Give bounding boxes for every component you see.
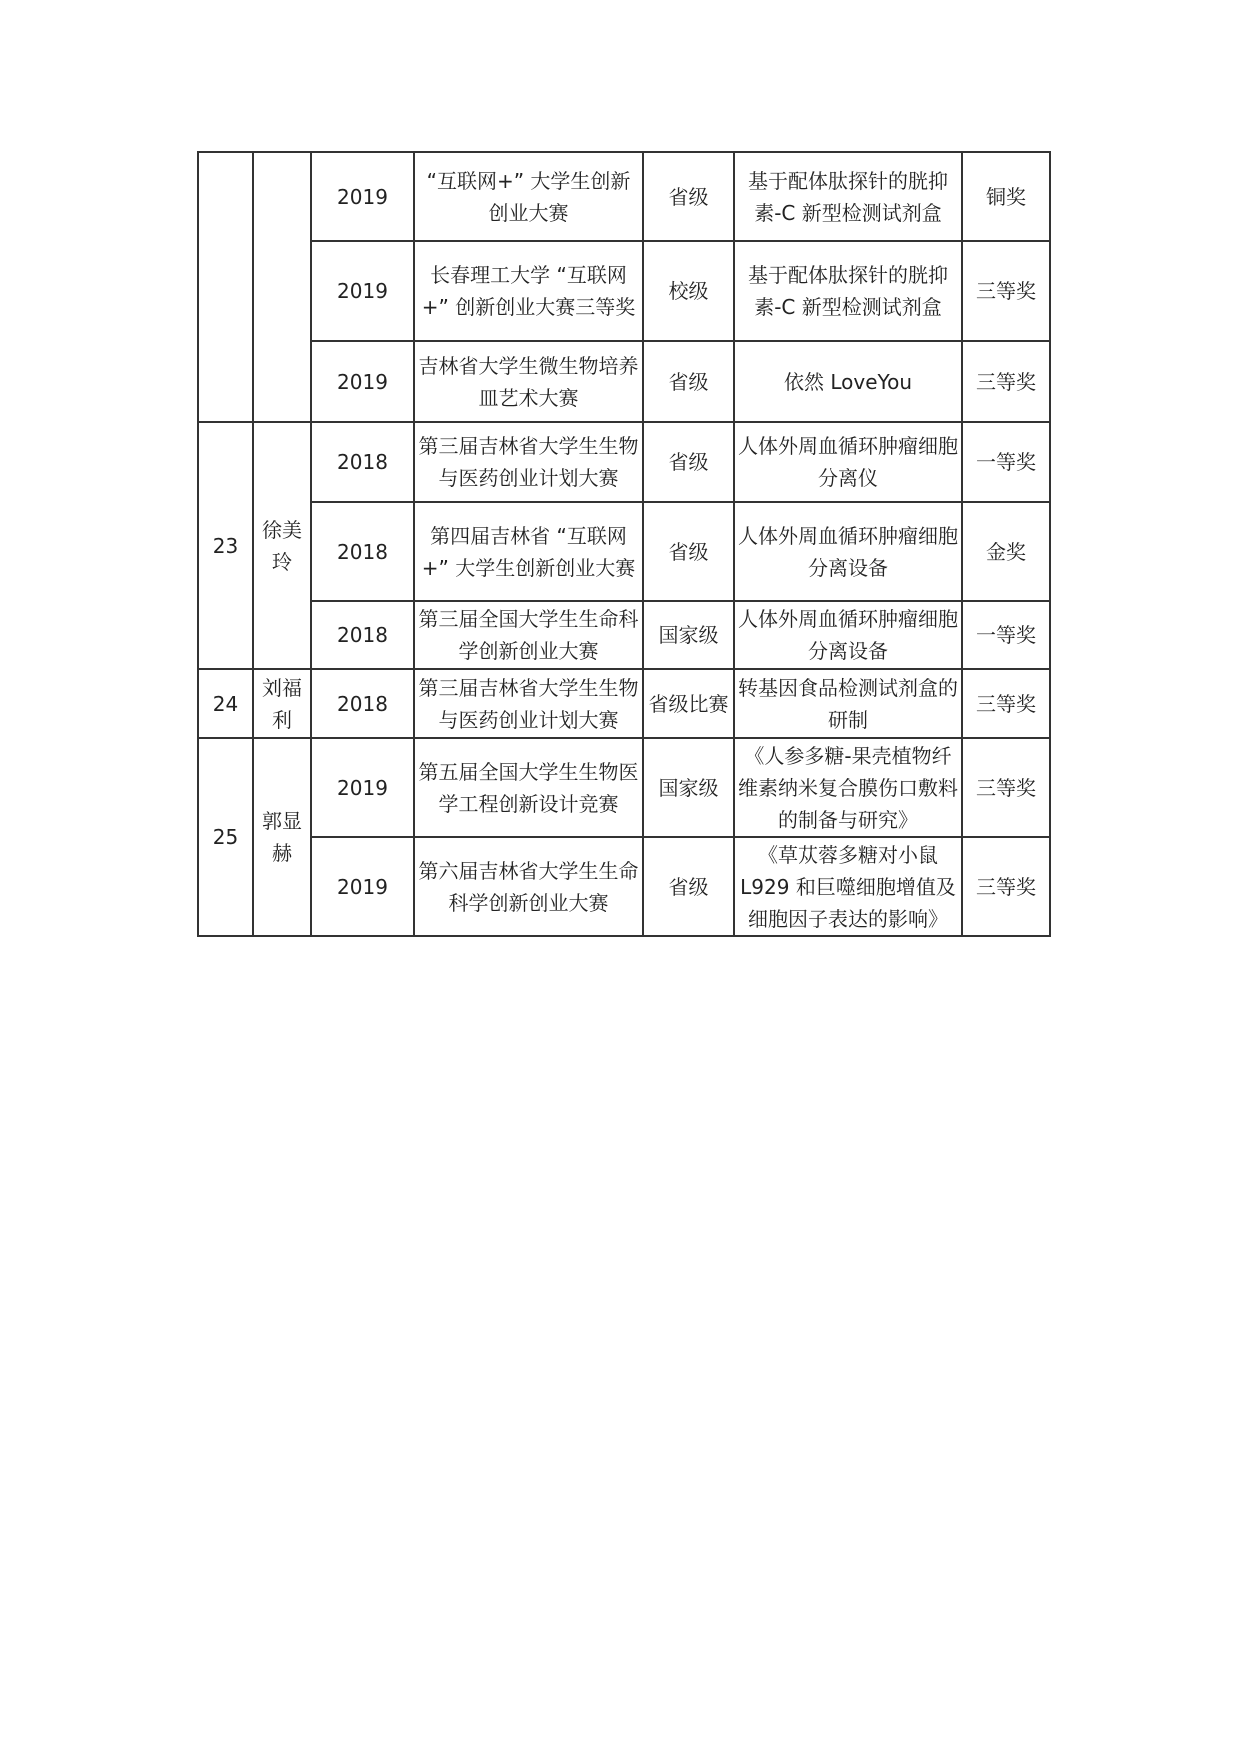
table-row <box>198 738 1050 837</box>
year-cell: 2019 <box>311 837 414 936</box>
year-cell: 2018 <box>311 669 414 738</box>
year-cell: 2019 <box>311 738 414 837</box>
project-cell: 基于配体肽探针的胱抑素-C 新型检测试剂盒 <box>734 241 962 341</box>
award-cell: 三等奖 <box>962 241 1050 341</box>
name-cell: 郭显赫 <box>253 738 311 936</box>
table-row <box>198 502 1050 601</box>
no-cell: 25 <box>198 738 253 936</box>
year-cell: 2019 <box>311 241 414 341</box>
level-cell: 省级比赛 <box>643 669 734 738</box>
award-cell: 金奖 <box>962 502 1050 601</box>
competition-cell: 第六届吉林省大学生生命科学创新创业大赛 <box>414 837 643 936</box>
awards-table <box>197 151 1051 937</box>
award-cell: 三等奖 <box>962 341 1050 422</box>
year-cell: 2019 <box>311 152 414 241</box>
table-row <box>198 341 1050 422</box>
year-cell: 2018 <box>311 502 414 601</box>
table-row <box>198 422 1050 502</box>
competition-cell: 第三届吉林省大学生生物与医药创业计划大赛 <box>414 422 643 502</box>
level-cell: 国家级 <box>643 738 734 837</box>
award-cell: 铜奖 <box>962 152 1050 241</box>
award-cell: 三等奖 <box>962 738 1050 837</box>
level-cell: 校级 <box>643 241 734 341</box>
award-cell: 一等奖 <box>962 601 1050 669</box>
level-cell: 省级 <box>643 341 734 422</box>
table-row <box>198 837 1050 936</box>
competition-cell: “互联网+” 大学生创新创业大赛 <box>414 152 643 241</box>
table-row <box>198 241 1050 341</box>
level-cell: 省级 <box>643 837 734 936</box>
no-cell <box>198 152 253 422</box>
competition-cell: 第五届全国大学生生物医学工程创新设计竞赛 <box>414 738 643 837</box>
project-cell: 人体外周血循环肿瘤细胞分离仪 <box>734 422 962 502</box>
competition-cell: 第三届全国大学生生命科学创新创业大赛 <box>414 601 643 669</box>
level-cell: 省级 <box>643 502 734 601</box>
no-cell: 23 <box>198 422 253 669</box>
project-cell: 人体外周血循环肿瘤细胞分离设备 <box>734 601 962 669</box>
competition-cell: 第四届吉林省 “互联网+” 大学生创新创业大赛 <box>414 502 643 601</box>
name-cell: 徐美玲 <box>253 422 311 669</box>
project-cell: 基于配体肽探针的胱抑素-C 新型检测试剂盒 <box>734 152 962 241</box>
level-cell: 省级 <box>643 422 734 502</box>
level-cell: 省级 <box>643 152 734 241</box>
table-row <box>198 669 1050 738</box>
table-row <box>198 152 1050 241</box>
level-cell: 国家级 <box>643 601 734 669</box>
no-cell: 24 <box>198 669 253 738</box>
name-cell: 刘福利 <box>253 669 311 738</box>
project-cell: 《草苁蓉多糖对小鼠 L929 和巨噬细胞增值及细胞因子表达的影响》 <box>734 837 962 936</box>
year-cell: 2018 <box>311 422 414 502</box>
competition-cell: 第三届吉林省大学生生物与医药创业计划大赛 <box>414 669 643 738</box>
table-row <box>198 601 1050 669</box>
competition-cell: 长春理工大学 “互联网+” 创新创业大赛三等奖 <box>414 241 643 341</box>
project-cell: 依然 LoveYou <box>734 341 962 422</box>
award-cell: 一等奖 <box>962 422 1050 502</box>
project-cell: 《人参多糖-果壳植物纤维素纳米复合膜伤口敷料的制备与研究》 <box>734 738 962 837</box>
award-cell: 三等奖 <box>962 837 1050 936</box>
project-cell: 人体外周血循环肿瘤细胞分离设备 <box>734 502 962 601</box>
award-cell: 三等奖 <box>962 669 1050 738</box>
name-cell <box>253 152 311 422</box>
year-cell: 2019 <box>311 341 414 422</box>
competition-cell: 吉林省大学生微生物培养皿艺术大赛 <box>414 341 643 422</box>
year-cell: 2018 <box>311 601 414 669</box>
project-cell: 转基因食品检测试剂盒的研制 <box>734 669 962 738</box>
